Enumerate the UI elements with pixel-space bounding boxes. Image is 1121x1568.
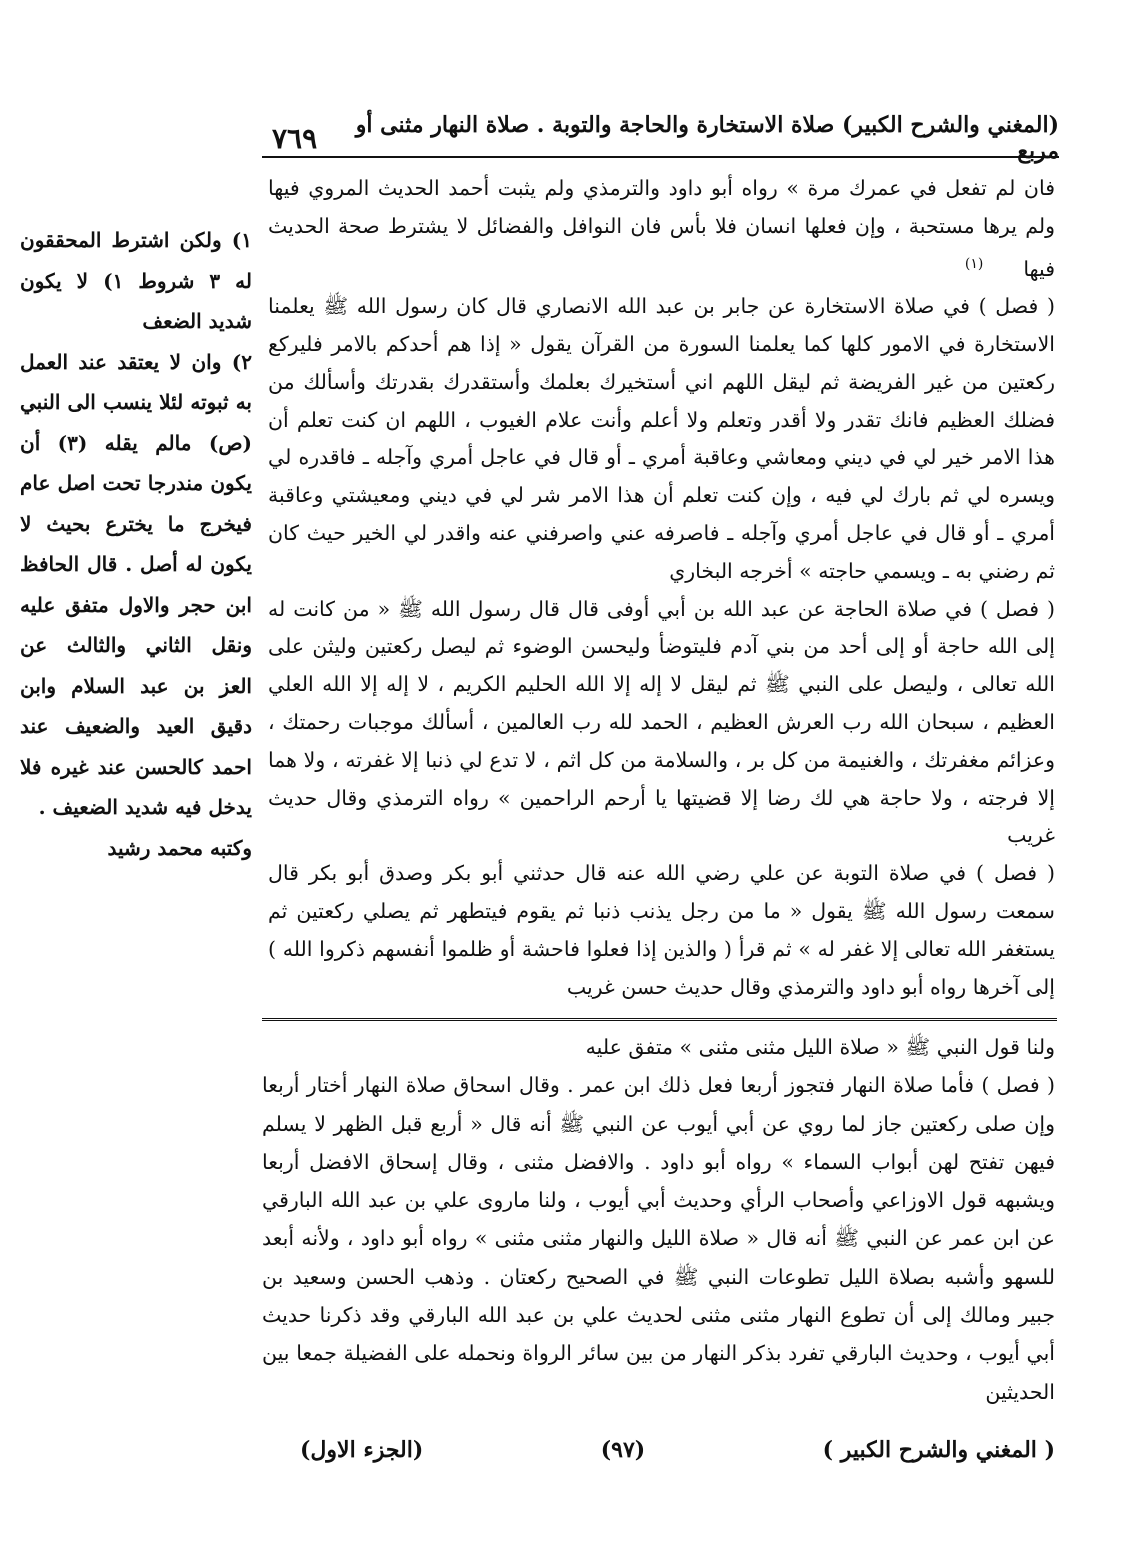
note-signature: وكتبه محمد رشيد — [107, 835, 252, 860]
page-number: ٧٦٩ — [272, 121, 318, 155]
main-paragraph: ( فصل ) في صلاة الاستخارة عن جابر بن عبد الله الانصاري قال كان رسول الله ﷺ يعلمنا الاستخارة في الامور كلها كما يعلمنا السورة من القرآن يقول « إذا هم أحدكم بالامر فليركع ركعتين من غير الفريضة ثم ليقل اللهم اني أستخيرك بعلمك وأستقدرك بقدرتك وأسألك من فضلك العظيم فانك تقدر ولا أقدر وتعلم ولا أعلم وأنت علام الغيوب ، اللهم ان كنت تعلم أن هذا الامر خير لي في ديني ومعاشي وعاقبة أمري ـ أو قال في عاجل أمري وآجله ـ فاقدره لي ويسره لي ثم بارك لي فيه ، وإن كنت تعلم أن هذا الامر شر لي في ديني ومعيشتي وعاقبة أمري ـ أو قال في عاجل أمري وآجله ـ فاصرفه عني واصرفني عنه واقدر لي الخير حيث كان ثم رضني به ـ ويسمي حاجته » أخرجه البخاري — [268, 294, 1055, 583]
header-title: (المغني والشرح الكبير) صلاة الاستخارة والحاجة والتوبة . صلاة النهار مثنى أو مربع — [355, 112, 1059, 164]
main-text-column — [268, 170, 1055, 1006]
commentary-paragraph: ( فصل ) فأما صلاة النهار فتجوز أربعا فعل ذلك ابن عمر . وقال اسحاق صلاة النهار أختار أربعا وإن صلى ركعتين جاز لما روي عن أبي أيوب عن النبي ﷺ أنه قال « أربع قبل الظهر لا يسلم فيهن تفتح لهن أبواب السماء » رواه أبو داود . والافضل مثنى ، وقال إسحاق الافضل أربعا ويشبهه قول الاوزاعي وأصحاب الرأي وحديث أبي أيوب ، ولنا ماروى علي بن عبد الله البارقي عن ابن عمر عن النبي ﷺ أنه قال « صلاة الليل والنهار مثنى مثنى » رواه أبو داود ، ولأنه أبعد للسهو وأشبه بصلاة الليل تطوعات النبي ﷺ في الصحيح ركعتان . وذهب الحسن وسعيد بن جبير ومالك إلى أن تطوع النهار مثنى مثنى لحديث علي بن عبد الله البارقي وقد ذكرنا حديث أبي أيوب ، وحديث البارقي تفرد بذكر النهار من بين سائر الرواة ونحمله على الفضيلة جمعا بين الحديثين — [262, 1073, 1055, 1404]
paragraph-text: فان لم تفعل في عمرك مرة » رواه أبو داود والترمذي ولم يثبت أحمد الحديث المروي فيها ولم يرها مستحبة ، وإن فعلها انسان فلا بأس فان النوافل والفضائل لا يشترط صحة الحديث فيها — [268, 176, 1055, 281]
footnote-marker: (١) — [964, 255, 984, 272]
footer-volume: (الجزء الاول) — [300, 1437, 424, 1463]
main-paragraph — [268, 170, 1055, 288]
header-divider — [262, 156, 1059, 158]
footer-page-number: (٩٧) — [600, 1437, 646, 1463]
page-footer — [300, 1432, 1055, 1468]
footer-book-title: ( المغني والشرح الكبير ) — [822, 1437, 1055, 1463]
margin-note: ١) ولكن اشترط المحققون له ٣ شروط ١) لا يكون شديد الضعف — [20, 228, 253, 333]
main-paragraph: ( فصل ) في صلاة الحاجة عن عبد الله بن أبي أوفى قال قال رسول الله ﷺ « من كانت له إلى الله حاجة أو إلى أحد من بني آدم فليتوضأ وليحسن الوضوء ثم ليصل ركعتين وليثن على الله تعالى ، وليصل على النبي ﷺ ثم ليقل لا إله إلا الله الحليم الكريم ، لا إله إلا الله العلي العظيم ، سبحان الله رب العرش العظيم ، الحمد لله رب العالمين ، أسألك موجبات رحمتك ، وعزائم مغفرتك ، والغنيمة من كل بر ، والسلامة من كل اثم ، لا تدع لي ذنبا إلا غفرته ، ولا هما إلا فرجته ، ولا حاجة هي لك رضا إلا قضيتها يا أرحم الراحمين » رواه الترمذي وقال حديث غريب — [268, 596, 1055, 848]
margin-notes — [20, 220, 252, 868]
commentary-section — [262, 1028, 1055, 1411]
commentary-paragraph: ولنا قول النبي ﷺ « صلاة الليل مثنى مثنى » متفق عليه — [585, 1035, 1055, 1059]
section-divider — [262, 1018, 1057, 1024]
main-paragraph: ( فصل ) في صلاة التوبة عن علي رضي الله عنه قال حدثني أبو بكر وصدق أبو بكر قال سمعت رسول الله ﷺ يقول « ما من رجل يذنب ذنبا ثم يقوم فيتطهر ثم يصلي ركعتين ثم يستغفر الله تعالى إلا غفر له » ثم قرأ ( والذين إذا فعلوا فاحشة أو ظلموا أنفسهم ذكروا الله ) إلى آخرها رواه أبو داود والترمذي وقال حديث حسن غريب — [268, 861, 1055, 999]
margin-note: ٢) وان لا يعتقد عند العمل به ثبوته لئلا ينسب الى النبي (ص) مالم يقله (٣) أن يكون مندرجا تحت اصل عام فيخرج ما يخترع بحيث لا يكون له أصل . قال الحافظ ابن حجر والاول متفق عليه ونقل الثاني والثالث عن العز بن عبد السلام وابن دقيق العيد والضعيف عند احمد كالحسن عند غيره فلا يدخل فيه شديد الضعيف . — [20, 349, 252, 819]
running-header — [258, 112, 1059, 164]
